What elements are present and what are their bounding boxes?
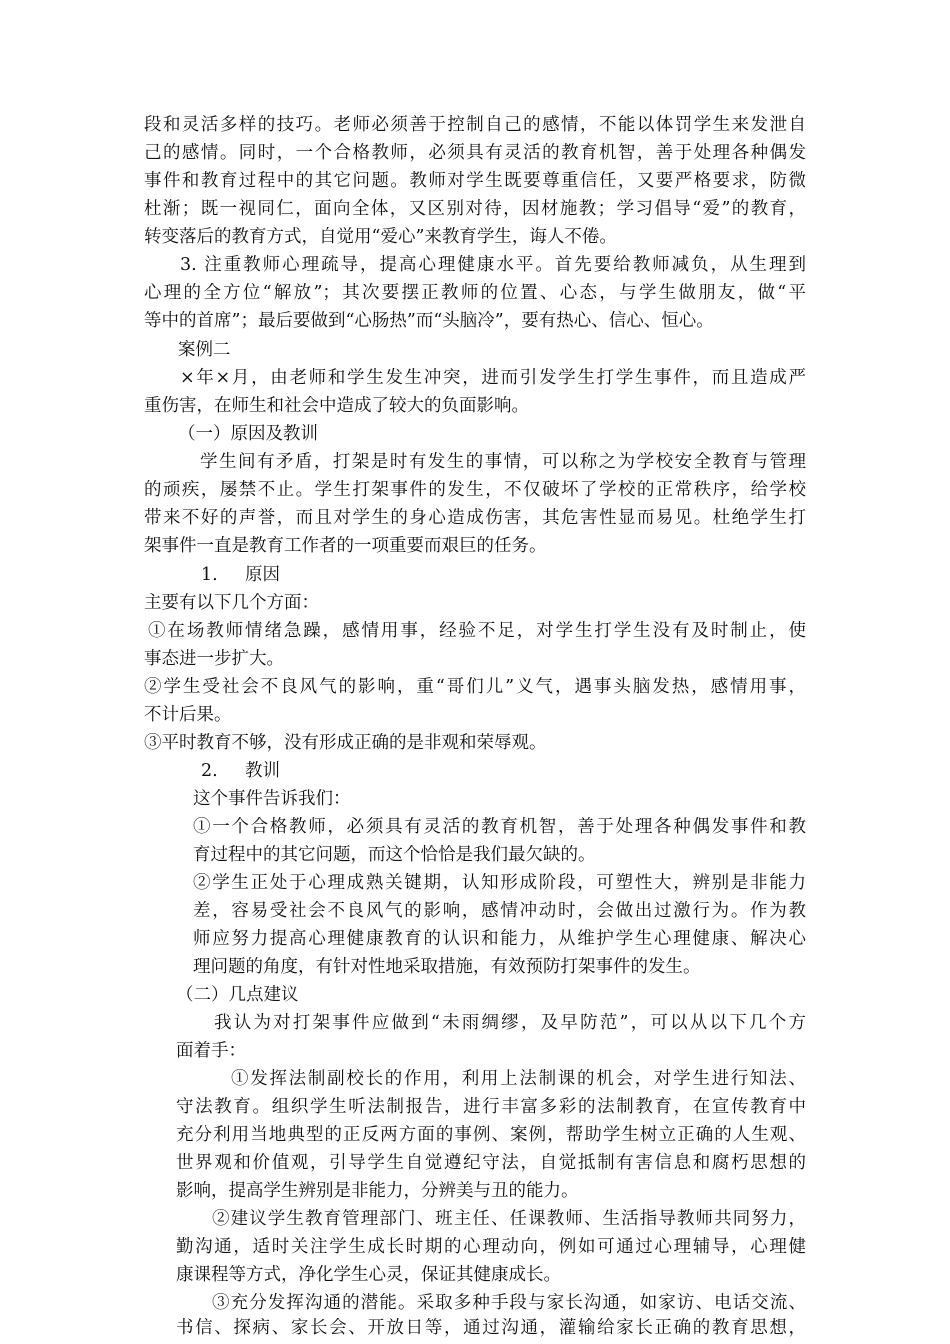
section-heading: （一）原因及教训 bbox=[178, 424, 318, 444]
subsection-number: 1. bbox=[201, 565, 218, 585]
text-line: 架事件一直是教育工作者的一项重要而艰巨的任务。 bbox=[144, 536, 547, 556]
text-line: ③平时教育不够，没有形成正确的是非观和荣辱观。 bbox=[144, 733, 547, 753]
text-line: 等中的首席”；最后要做到“心肠热”而“头脑冷”，要有热心、信心、恒心。 bbox=[144, 311, 714, 331]
text-line: ①在场教师情绪急躁，感情用事，经验不足，对学生打学生没有及时制止，使 bbox=[148, 621, 806, 641]
text-line: 事态进一步扩大。 bbox=[144, 649, 284, 669]
subsection-heading bbox=[201, 759, 280, 784]
text-line: ①发挥法制副校长的作用，利用上法制课的机会，对学生进行知法、 bbox=[231, 1069, 806, 1089]
text-line: 面着手： bbox=[176, 1041, 246, 1061]
text-line: ②学生正处于心理成熟关键期，认知形成阶段，可塑性大，辨别是非能力 bbox=[193, 873, 806, 893]
text-line: 守法教育。组织学生听法制报告，进行丰富多彩的法制教育，在宣传教育中 bbox=[176, 1097, 806, 1117]
text-line: 不计后果。 bbox=[144, 705, 232, 725]
text-line: ②建议学生教育管理部门、班主任、任课教师、生活指导教师共同努力， bbox=[212, 1209, 806, 1229]
subsection-title: 原因 bbox=[245, 565, 280, 585]
text-line: 段和灵活多样的技巧。老师必须善于控制自己的感情，不能以体罚学生来发泄自 bbox=[144, 115, 806, 135]
text-line: 育过程中的其它问题，而这个恰恰是我们最欠缺的。 bbox=[193, 845, 596, 865]
text-line: 充分利用当地典型的正反两方面的事例、案例，帮助学生树立正确的人生观、 bbox=[176, 1125, 806, 1145]
text-line: 重伤害，在师生和社会中造成了较大的负面影响。 bbox=[144, 396, 529, 416]
text-line: 主要有以下几个方面： bbox=[144, 593, 319, 613]
text-line: 杜渐；既一视同仁，面向全体，又区别对待，因材施教；学习倡导“爱”的教育， bbox=[144, 199, 806, 219]
text-line: 3. 注重教师心理疏导，提高心理健康水平。首先要给教师减负，从生理到 bbox=[180, 255, 806, 275]
text-line: 世界观和价值观，引导学生自觉遵纪守法，自觉抵制有害信息和腐朽思想的 bbox=[176, 1153, 806, 1173]
text-line: 差，容易受社会不良风气的影响，感情冲动时，会做出过激行为。作为教 bbox=[193, 901, 806, 921]
text-line: ②学生受社会不良风气的影响，重“哥们儿”义气，遇事头脑发热，感情用事， bbox=[144, 677, 806, 697]
text-line: 师应努力提高心理健康教育的认识和能力，从维护学生心理健康、解决心 bbox=[193, 929, 806, 949]
text-line: 理问题的角度，有针对性地采取措施，有效预防打架事件的发生。 bbox=[193, 957, 701, 977]
text-line: 心理的全方位“解放”；其次要摆正教师的位置、心态，与学生做朋友，做“平 bbox=[144, 283, 806, 303]
subsection-heading bbox=[201, 563, 280, 588]
text-line: 康课程等方式，净化学生心灵，保证其健康成长。 bbox=[176, 1265, 561, 1285]
text-line: 事件和教育过程中的其它问题。教师对学生既要尊重信任，又要严格要求，防微 bbox=[144, 171, 806, 191]
text-line: ①一个合格教师，必须具有灵活的教育机智，善于处理各种偶发事件和教 bbox=[193, 817, 806, 837]
text-line: ×年×月，由老师和学生发生冲突，进而引发学生打学生事件，而且造成严 bbox=[180, 368, 806, 388]
text-line: 带来不好的声誉，而且对学生的身心造成伤害，其危害性显而易见。杜绝学生打 bbox=[144, 508, 806, 528]
subsection-title: 教训 bbox=[245, 761, 280, 781]
text-line: 这个事件告诉我们： bbox=[193, 789, 351, 809]
section-heading: （二）几点建议 bbox=[176, 985, 299, 1005]
text-line: 书信、探病、家长会、开放日等，通过沟通，灌输给家长正确的教育思想， bbox=[176, 1318, 806, 1338]
text-line: 影响，提高学生辨别是非能力，分辨美与丑的能力。 bbox=[176, 1181, 579, 1201]
text-line: 的顽疾，屡禁不止。学生打架事件的发生，不仅破坏了学校的正常秩序，给学校 bbox=[144, 480, 806, 500]
text-line: 转变落后的教育方式，自觉用“爱心”来教育学生，诲人不倦。 bbox=[144, 227, 617, 247]
case-title: 案例二 bbox=[178, 340, 231, 360]
text-line: ③充分发挥沟通的潜能。采取多种手段与家长沟通，如家访、电话交流、 bbox=[212, 1293, 806, 1313]
text-line: 我认为对打架事件应做到“未雨绸缪，及早防范”，可以从以下几个方 bbox=[214, 1013, 806, 1033]
text-line: 勤沟通，适时关注学生成长时期的心理动向，例如可通过心理辅导，心理健 bbox=[176, 1237, 806, 1257]
text-line: 学生间有矛盾，打架是时有发生的事情，可以称之为学校安全教育与管理 bbox=[200, 452, 806, 472]
text-line: 己的感情。同时，一个合格教师，必须具有灵活的教育机智，善于处理各种偶发 bbox=[144, 143, 806, 163]
subsection-number: 2. bbox=[201, 761, 218, 781]
